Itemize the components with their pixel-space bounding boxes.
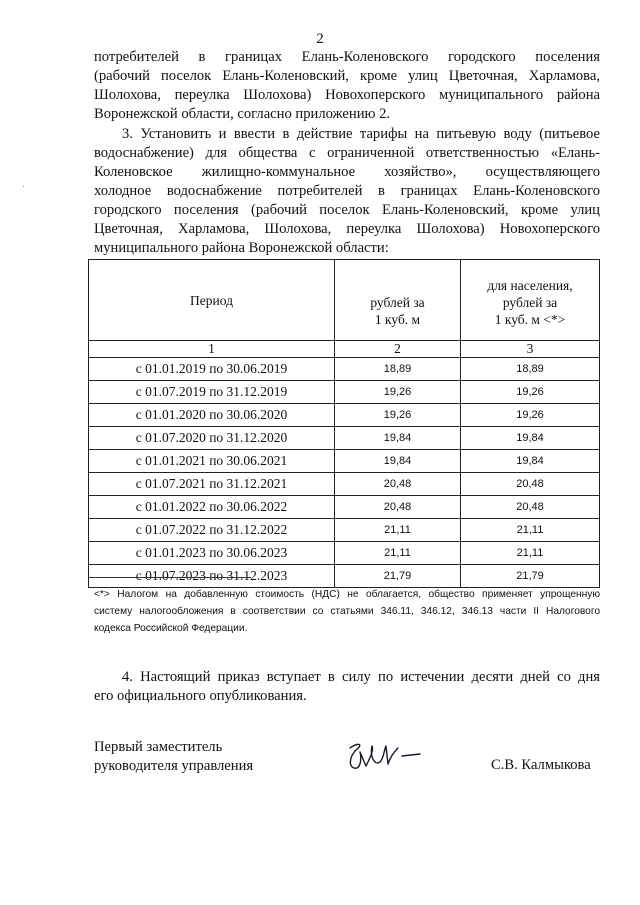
header-pop-line2: рублей за <box>502 294 558 310</box>
text-line: Коленовское жилищно-коммунальное хозяйство», осуществляющего <box>94 164 600 180</box>
footnote-line: кодекса Российской Федерации. <box>94 623 248 634</box>
cell-period: с 01.01.2020 по 30.06.2020 <box>89 404 335 427</box>
cell-period: с 01.07.2019 по 31.12.2019 <box>89 381 335 404</box>
cell-period: с 01.01.2023 по 30.06.2023 <box>89 542 335 565</box>
cell-population: 19,84 <box>461 427 600 450</box>
text-line: Шолохова, переулка Шолохова) Новохоперского муниципального района <box>94 87 600 103</box>
header-price-line1: рублей за <box>370 295 425 310</box>
header-price-line2: 1 куб. м <box>374 312 421 327</box>
text-line: 3. Установить и ввести в действие тарифы на питьевую воду (питьевое <box>122 126 600 142</box>
cell-population: 21,11 <box>461 519 600 542</box>
table-row <box>89 427 600 450</box>
cell-period: с 01.07.2022 по 31.12.2022 <box>89 519 335 542</box>
footnote-line: систему налогообложения в соответствии со статьями 346.11, 346.12, 346.13 части II Налогового <box>94 606 600 617</box>
text-line: городского поселения (рабочий поселок Елань-Коленовский, кроме улиц <box>94 202 600 218</box>
table-row <box>89 542 600 565</box>
table-row <box>89 404 600 427</box>
cell-period: с 01.07.2020 по 31.12.2020 <box>89 427 335 450</box>
column-number: 3 <box>461 341 600 358</box>
signatory-title-line2: руководителя управления <box>94 758 254 774</box>
cell-population: 21,79 <box>461 565 600 588</box>
text-line: водоснабжение) для общества с ограниченной ответственностью «Елань- <box>94 145 600 161</box>
text-line: его официального опубликования. <box>94 688 307 704</box>
cell-period: с 01.01.2021 по 30.06.2021 <box>89 450 335 473</box>
column-number-row <box>89 341 600 358</box>
header-population <box>461 260 600 341</box>
signatory-name: С.В. Калмыкова <box>491 757 591 773</box>
cell-price: 18,89 <box>335 358 461 381</box>
table-row <box>89 381 600 404</box>
cell-period: с 01.07.2023 по 31.12.2023 <box>89 565 335 588</box>
signatory-title-line1: Первый заместитель <box>94 739 223 755</box>
column-number: 1 <box>89 341 335 358</box>
text-line: потребителей в границах Елань-Коленовского городского поселения <box>94 49 600 65</box>
footnote-divider <box>88 577 251 578</box>
signatory-title <box>94 738 253 776</box>
cell-price: 20,48 <box>335 496 461 519</box>
cell-price: 21,79 <box>335 565 461 588</box>
cell-price: 19,26 <box>335 404 461 427</box>
table-row <box>89 450 600 473</box>
text-line: (рабочий поселок Елань-Коленовский, кроме улиц Цветочная, Харламова, <box>94 68 600 84</box>
cell-period: с 01.01.2022 по 30.06.2022 <box>89 496 335 519</box>
handwritten-signature <box>340 736 430 776</box>
cell-period: с 01.01.2019 по 30.06.2019 <box>89 358 335 381</box>
paragraph-continuation <box>94 48 600 124</box>
text-line: 4. Настоящий приказ вступает в силу по истечении десяти дней со дня <box>122 669 600 685</box>
cell-population: 20,48 <box>461 496 600 519</box>
footnote <box>94 586 600 637</box>
cell-population: 20,48 <box>461 473 600 496</box>
table-row <box>89 473 600 496</box>
cell-population: 19,26 <box>461 404 600 427</box>
text-line: холодное водоснабжение потребителей в границах Елань-Коленовского <box>94 183 600 199</box>
table-row <box>89 565 600 588</box>
table-row <box>89 358 600 381</box>
text-line: муниципального района Воронежской области: <box>94 240 389 256</box>
margin-mark: · <box>22 182 26 193</box>
cell-population: 19,26 <box>461 381 600 404</box>
cell-price: 20,48 <box>335 473 461 496</box>
cell-price: 19,84 <box>335 450 461 473</box>
footnote-line: <*> Налогом на добавленную стоимость (НДС) не облагается, общество применяет упрощенную <box>94 589 600 600</box>
text-line: Воронежской области, согласно приложению 2. <box>94 106 391 122</box>
table-row <box>89 496 600 519</box>
cell-price: 19,84 <box>335 427 461 450</box>
cell-period: с 01.07.2021 по 31.12.2021 <box>89 473 335 496</box>
cell-population: 19,84 <box>461 450 600 473</box>
header-pop-line1: для населения, <box>487 277 573 293</box>
paragraph-4 <box>94 668 600 706</box>
table-header-row <box>89 260 600 341</box>
column-number: 2 <box>335 341 461 358</box>
page-number: 2 <box>316 31 324 47</box>
cell-price: 21,11 <box>335 519 461 542</box>
text-line: Цветочная, Харламова, Шолохова, переулка Шолохова) Новохоперского <box>94 221 600 237</box>
header-price <box>335 260 461 341</box>
cell-price: 21,11 <box>335 542 461 565</box>
paragraph-3 <box>94 125 600 258</box>
tariff-table <box>88 259 600 588</box>
cell-population: 21,11 <box>461 542 600 565</box>
header-period: Период <box>89 260 335 341</box>
table-row <box>89 519 600 542</box>
cell-price: 19,26 <box>335 381 461 404</box>
cell-population: 18,89 <box>461 358 600 381</box>
header-pop-line3: 1 куб. м <*> <box>494 311 566 327</box>
